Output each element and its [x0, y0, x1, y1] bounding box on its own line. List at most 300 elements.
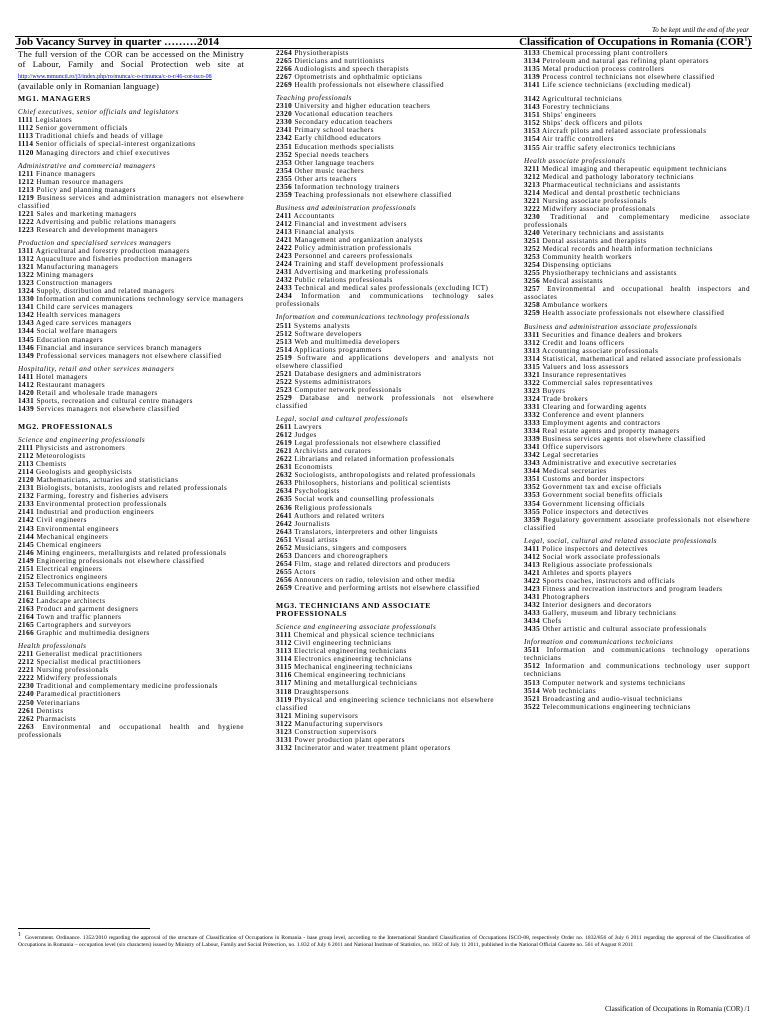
- occupation-item: [524, 443, 750, 451]
- occupation-label: Telecommunications engineers: [36, 580, 139, 589]
- occupation-label: Technical and medical sales professionals (excluding ICT): [294, 284, 489, 293]
- occupation-label: Ships' engineers: [542, 111, 597, 120]
- occupation-label: Financial and insurance services branch managers: [36, 343, 202, 352]
- occupation-code: 1223: [18, 225, 35, 234]
- occupation-code: 1344: [18, 327, 35, 336]
- occupation-label: Broadcasting and audio-visual technicians: [542, 694, 683, 703]
- occupation-code: 1213: [18, 185, 35, 194]
- occupation-label: Religious associate professionals: [542, 560, 653, 569]
- occupation-label: Creative and performing artists not elsewhere classified: [294, 584, 480, 592]
- occupation-code: 2163: [18, 604, 35, 613]
- subgroup-heading: Science and engineering professionals: [18, 436, 146, 444]
- occupation-code: 3315: [524, 362, 541, 371]
- occupation-label: Dental assistants and therapists: [542, 237, 647, 246]
- occupation-item: [276, 322, 494, 330]
- occupation-item: [276, 671, 494, 679]
- cor-link[interactable]: http://www.mmuncii.ro/j3/index.php/ro/munca/c-o-r/munca/c-o-r/46-cor-isco-08: [18, 73, 212, 80]
- column-2-list: [276, 49, 494, 752]
- occupation-item: [18, 389, 244, 397]
- occupation-item: [524, 119, 750, 127]
- occupation-label: Forestry technicians: [542, 103, 610, 112]
- occupation-item: [276, 252, 494, 260]
- occupation-label: Buyers: [542, 386, 566, 395]
- occupation-code: 2656: [276, 575, 293, 584]
- occupation-item: [276, 544, 494, 552]
- occupation-code: 3352: [524, 483, 541, 492]
- occupation-item: [524, 165, 750, 173]
- occupation-label: Legal secretaries: [542, 451, 599, 460]
- occupation-item: [524, 173, 750, 181]
- occupation-label: Judges: [294, 431, 317, 440]
- occupation-item: [18, 699, 244, 707]
- occupation-item: [18, 170, 244, 178]
- occupation-code: 3221: [524, 196, 541, 205]
- occupation-label: Journalists: [294, 519, 331, 528]
- occupation-item: [524, 245, 750, 253]
- occupation-item: [524, 309, 750, 317]
- occupation-label: Finance managers: [36, 169, 96, 178]
- occupation-label: Mining engineers, metallurgists and related professionals: [36, 548, 227, 557]
- occupation-label: Research and development managers: [36, 225, 159, 234]
- occupation-label: Midwifery professionals: [36, 674, 118, 683]
- occupation-item: [276, 463, 494, 471]
- occupation-label: Civil engineering technicians: [294, 639, 392, 648]
- occupation-code: 2262: [18, 714, 35, 723]
- occupation-code: 2636: [276, 503, 293, 512]
- occupation-code: 3334: [524, 427, 541, 436]
- occupation-item: [18, 327, 244, 335]
- occupation-code: 2413: [276, 227, 293, 236]
- classification-title-text: Classification of Occupations in Romania (COR: [519, 36, 745, 48]
- occupation-label: Other music teachers: [294, 166, 365, 175]
- occupation-item: [18, 525, 244, 533]
- occupation-code: 2152: [18, 572, 35, 581]
- occupation-label: Dancers and choreographers: [294, 551, 388, 560]
- occupation-label: Administrative and executive secretaries: [542, 459, 677, 468]
- occupation-item: [524, 229, 750, 237]
- occupation-code: 3131: [276, 735, 293, 744]
- occupation-code: 3253: [524, 253, 541, 262]
- occupation-code: 2341: [276, 126, 293, 135]
- occupation-item: [276, 118, 494, 126]
- occupation-code: 1212: [18, 177, 35, 186]
- occupation-label: Agricultural technicians: [542, 95, 623, 104]
- occupation-item: [18, 319, 244, 327]
- occupation-code: 2635: [276, 495, 293, 504]
- occupation-item: [18, 589, 244, 597]
- occupation-item: [18, 581, 244, 589]
- occupation-code: 3118: [276, 687, 292, 696]
- occupation-label: Life science technicians (excluding medical): [542, 81, 691, 90]
- occupation-item: [276, 736, 494, 744]
- occupation-item: [18, 658, 244, 666]
- occupation-label: Pharmacists: [36, 714, 77, 723]
- occupation-item: [524, 81, 750, 89]
- occupation-item: [524, 285, 750, 301]
- occupation-item: [276, 552, 494, 560]
- occupation-label: Information and communications technology service managers: [36, 295, 244, 304]
- occupation-label: Cartographers and surveyors: [36, 621, 132, 630]
- occupation-item: [18, 508, 244, 516]
- occupation-label: Sports, recreation and cultural centre managers: [36, 396, 193, 405]
- occupation-label: Advertising and marketing professionals: [294, 268, 429, 277]
- occupation-label: Manufacturing supervisors: [294, 719, 383, 728]
- occupation-label: Dentists: [36, 706, 64, 715]
- occupation-item: [18, 186, 244, 194]
- occupation-code: 2619: [276, 439, 293, 448]
- occupation-label: Generalist medical practitioners: [36, 650, 143, 659]
- occupation-label: Environmental and occupational health and hygiene professionals: [18, 722, 244, 739]
- occupation-item: [18, 674, 244, 682]
- occupation-code: 3522: [524, 702, 541, 711]
- occupation-label: Medical assistants: [542, 277, 604, 286]
- occupation-code: 3521: [524, 694, 541, 703]
- occupation-item: [524, 609, 750, 617]
- occupation-label: Aircraft pilots and related associate professionals: [542, 127, 707, 136]
- occupation-label: Human resource managers: [36, 177, 124, 186]
- occupation-label: Real estate agents and property managers: [542, 427, 680, 436]
- occupation-item: [524, 371, 750, 379]
- occupation-item: [276, 102, 494, 110]
- occupation-item: [18, 218, 244, 226]
- occupation-code: 3119: [276, 695, 292, 704]
- occupation-item: [18, 682, 244, 690]
- occupation-label: Teaching professionals not elsewhere classified: [294, 190, 452, 199]
- occupation-code: 2162: [18, 596, 35, 605]
- occupation-label: Dispensing opticians: [542, 261, 612, 270]
- occupation-item: [276, 471, 494, 479]
- occupation-label: Physiotherapists: [294, 49, 349, 57]
- occupation-item: [18, 279, 244, 287]
- occupation-code: 1420: [18, 388, 35, 397]
- occupation-code: 1439: [18, 404, 35, 413]
- occupation-label: Dieticians and nutritionists: [294, 57, 385, 66]
- occupation-label: Petroleum and natural gas refining plant operators: [542, 57, 710, 66]
- occupation-item: [524, 189, 750, 197]
- occupation-label: Electronics engineering technicians: [294, 655, 412, 664]
- subgroup-heading: Business and administration professionals: [276, 203, 417, 212]
- keep-note: To be kept until the end of the year: [652, 26, 749, 34]
- occupation-item: [524, 144, 750, 152]
- occupation-label: Town and traffic planners: [36, 613, 122, 622]
- occupation-code: 3351: [524, 475, 541, 484]
- occupation-item: [276, 394, 494, 410]
- occupation-code: 2146: [18, 548, 35, 557]
- occupation-label: Senior officials of special-interest organizations: [35, 140, 196, 149]
- occupation-code: 3514: [524, 686, 541, 695]
- occupation-label: Construction managers: [36, 279, 113, 288]
- occupation-code: 2523: [276, 385, 293, 394]
- occupation-code: 3142: [524, 95, 541, 104]
- occupation-code: 2114: [18, 468, 34, 477]
- occupation-code: 3111: [276, 631, 292, 640]
- major-group-heading: MG1. MANAGERS: [18, 94, 91, 104]
- occupation-label: Chefs: [542, 617, 562, 626]
- occupation-item: [276, 126, 494, 134]
- occupation-code: 2359: [276, 190, 293, 199]
- occupation-item: [524, 355, 750, 363]
- column-1-list: [18, 95, 244, 739]
- occupation-label: Retail and wholesale trade managers: [36, 388, 158, 397]
- occupation-label: Biologists, botanists, zoologists and related professionals: [36, 484, 228, 493]
- occupation-item: [524, 695, 750, 703]
- subgroup-heading: Health associate professionals: [524, 156, 626, 165]
- occupation-code: 2330: [276, 118, 293, 127]
- occupation-code: 1342: [18, 311, 35, 320]
- occupation-label: Veterinarians: [36, 698, 81, 707]
- occupation-code: 2411: [276, 211, 292, 220]
- occupation-code: 3413: [524, 560, 541, 569]
- occupation-item: [276, 220, 494, 228]
- occupation-code: 2142: [18, 516, 35, 525]
- occupation-label: Ships' deck officers and pilots: [542, 119, 643, 128]
- occupation-code: 3139: [524, 73, 541, 82]
- occupation-code: 2432: [276, 276, 293, 285]
- occupation-item: [18, 549, 244, 557]
- occupation-code: 3121: [276, 711, 293, 720]
- occupation-label: Engineering professionals not elsewhere classified: [36, 556, 205, 565]
- occupation-code: 2112: [18, 452, 34, 461]
- occupation-item: [524, 617, 750, 625]
- occupation-code: 2113: [18, 460, 34, 469]
- occupation-item: [18, 452, 244, 460]
- occupation-code: 3258: [524, 301, 541, 310]
- occupation-label: Athletes and sports players: [542, 568, 632, 577]
- occupation-item: [276, 134, 494, 142]
- occupation-label: Financial analysts: [294, 227, 355, 236]
- occupation-code: 2611: [276, 423, 292, 432]
- occupation-code: 2659: [276, 584, 293, 592]
- occupation-item: [276, 159, 494, 167]
- occupation-code: 2111: [18, 444, 34, 453]
- occupation-item: [18, 336, 244, 344]
- occupation-item: [524, 73, 750, 81]
- occupation-label: Environmental and occupational health inspectors and associates: [524, 285, 751, 302]
- occupation-label: Meteorologists: [36, 452, 86, 461]
- occupation-label: Government tax and excise officials: [542, 483, 662, 492]
- occupation-label: Government licensing officials: [542, 499, 645, 508]
- occupation-code: 2211: [18, 650, 34, 659]
- occupation-code: 2269: [276, 81, 293, 90]
- occupation-code: 3324: [524, 394, 541, 403]
- occupation-item: [524, 419, 750, 427]
- occupation-item: [18, 132, 244, 140]
- occupation-code: 2266: [276, 65, 293, 74]
- subgroup-heading: Chief executives, senior officials and legislators: [18, 108, 179, 117]
- occupation-item: [18, 565, 244, 573]
- occupation-label: Midwifery associate professionals: [542, 204, 656, 213]
- occupation-code: 2351: [276, 142, 293, 151]
- occupation-item: [524, 703, 750, 711]
- occupation-label: Supply, distribution and related managers: [36, 287, 175, 296]
- occupation-label: Fitness and recreation instructors and program leaders: [542, 585, 723, 593]
- occupation-code: 2320: [276, 110, 293, 119]
- occupation-label: Nursing associate professionals: [542, 196, 648, 205]
- occupation-item: [524, 331, 750, 339]
- occupation-label: Senior government officials: [35, 124, 128, 133]
- occupation-code: 2143: [18, 524, 35, 533]
- occupation-code: 2131: [18, 484, 35, 493]
- occupation-item: [18, 140, 244, 148]
- occupation-item: [524, 103, 750, 111]
- occupation-code: 2352: [276, 150, 293, 159]
- occupation-code: 1341: [18, 303, 35, 312]
- occupation-code: 3422: [524, 576, 541, 585]
- occupation-item: [276, 744, 494, 752]
- occupation-item: [276, 354, 494, 370]
- occupation-code: 1346: [18, 343, 35, 352]
- occupation-item: [276, 528, 494, 536]
- occupation-label: Insurance representatives: [542, 370, 627, 379]
- occupation-code: 3323: [524, 386, 541, 395]
- occupation-item: [18, 468, 244, 476]
- occupation-item: [524, 662, 750, 678]
- occupation-code: 1112: [18, 124, 34, 133]
- occupation-label: Managing directors and chief executives: [36, 148, 171, 157]
- occupation-item: [18, 271, 244, 279]
- occupation-item: [524, 127, 750, 135]
- occupation-item: [276, 504, 494, 512]
- occupation-code: 3314: [524, 354, 541, 363]
- occupation-code: 2165: [18, 621, 35, 630]
- occupation-label: Employment agents and contractors: [542, 419, 661, 428]
- occupation-code: 2212: [18, 658, 35, 667]
- occupation-label: Electrical engineers: [36, 564, 103, 573]
- occupation-code: 3143: [524, 103, 541, 112]
- occupation-code: 3331: [524, 402, 541, 411]
- occupation-label: Software developers: [294, 329, 362, 338]
- occupation-label: Health services managers: [36, 311, 121, 320]
- occupation-label: Community health workers: [542, 253, 632, 262]
- occupation-code: 3252: [524, 245, 541, 254]
- occupation-item: [276, 631, 494, 639]
- occupation-label: Systems analysts: [294, 321, 351, 330]
- occupation-item: [276, 292, 494, 308]
- occupation-item: [276, 175, 494, 183]
- occupation-label: Medical records and health information technicians: [542, 245, 713, 254]
- occupation-label: Paramedical practitioners: [36, 690, 121, 699]
- occupation-code: 3411: [524, 544, 540, 553]
- occupation-item: [18, 541, 244, 549]
- occupation-label: Information and communications technology sales professionals: [276, 292, 494, 309]
- occupation-code: 2422: [276, 244, 293, 253]
- occupation-item: [276, 151, 494, 159]
- occupation-code: 3141: [524, 81, 541, 90]
- occupation-label: Air traffic controllers: [542, 135, 614, 144]
- occupation-label: Training and staff development professionals: [294, 260, 444, 269]
- occupation-item: [276, 236, 494, 244]
- occupation-item: [276, 338, 494, 346]
- occupation-label: Chemical engineering technicians: [294, 671, 406, 680]
- footnote: [18, 932, 750, 950]
- occupation-label: Chemical and physical science technicians: [293, 631, 435, 640]
- occupation-label: Aged care services managers: [36, 319, 132, 328]
- occupation-code: 3435: [524, 625, 541, 634]
- occupation-code: 2653: [276, 551, 293, 560]
- occupation-code: 2433: [276, 284, 293, 293]
- occupation-code: 2511: [276, 321, 292, 330]
- occupation-code: 3132: [276, 743, 293, 752]
- occupation-code: 1431: [18, 396, 35, 405]
- occupation-code: 3257: [524, 285, 541, 294]
- occupation-label: Economists: [294, 463, 333, 472]
- occupation-item: [276, 447, 494, 455]
- occupation-code: 2132: [18, 492, 35, 501]
- occupation-item: [276, 143, 494, 151]
- occupation-label: Customs and border inspectors: [542, 475, 645, 484]
- occupation-label: Police inspectors and detectives: [542, 544, 649, 553]
- occupation-label: Early childhood educators: [294, 134, 382, 143]
- occupation-item: [18, 116, 244, 124]
- occupation-code: 3355: [524, 507, 541, 516]
- occupation-label: Medical and pathology laboratory technicians: [542, 172, 694, 181]
- occupation-item: [276, 679, 494, 687]
- occupation-label: Sociologists, anthropologists and related professionals: [294, 471, 476, 480]
- occupation-item: [524, 687, 750, 695]
- occupation-code: 2633: [276, 479, 293, 488]
- occupation-item: [276, 479, 494, 487]
- occupation-item: [524, 601, 750, 609]
- occupation-label: Clearing and forwarding agents: [542, 402, 647, 411]
- occupation-label: Draughtspersons: [294, 687, 350, 696]
- occupation-label: Physiotherapy technicians and assistants: [542, 269, 677, 278]
- occupation-item: [524, 347, 750, 355]
- occupation-item: [524, 411, 750, 419]
- occupation-code: 1321: [18, 263, 35, 272]
- occupation-label: Education managers: [36, 335, 104, 344]
- occupation-label: Ambulance workers: [542, 301, 608, 310]
- occupation-label: Archivists and curators: [294, 447, 372, 456]
- occupation-item: [18, 303, 244, 311]
- occupation-code: 3431: [524, 593, 541, 602]
- occupation-item: [276, 268, 494, 276]
- occupation-code: 2265: [276, 57, 293, 66]
- occupation-label: Hotel managers: [36, 372, 88, 381]
- occupation-item: [276, 520, 494, 528]
- occupation-item: [276, 712, 494, 720]
- occupation-item: [18, 476, 244, 484]
- occupation-item: [524, 403, 750, 411]
- occupation-label: Translators, interpreters and other linguists: [294, 527, 438, 536]
- occupation-label: Systems administrators: [294, 377, 372, 386]
- occupation-code: 2261: [18, 706, 35, 715]
- occupation-item: [276, 655, 494, 663]
- occupation-item: [524, 500, 750, 508]
- occupation-label: Credit and loans officers: [542, 338, 625, 347]
- occupation-item: [276, 455, 494, 463]
- subgroup-heading: Information and communications technicians: [524, 638, 674, 647]
- occupation-code: 1323: [18, 279, 35, 288]
- intro-text: The full version of the COR can be accessed on the Ministry of Labour, Family and Social Protection web site at: [18, 49, 244, 70]
- occupation-code: 3123: [276, 727, 293, 736]
- occupation-label: Regulatory government associate professionals not elsewhere classified: [524, 515, 751, 532]
- occupation-label: Computer network professionals: [294, 385, 402, 394]
- occupation-label: Manufacturing managers: [36, 263, 119, 272]
- occupation-item: [524, 625, 750, 633]
- occupation-label: Incinerator and water treatment plant operators: [294, 743, 451, 752]
- occupation-label: Building architects: [36, 588, 100, 597]
- occupation-code: 2513: [276, 337, 293, 346]
- occupation-item: [276, 73, 494, 81]
- occupation-label: Chemists: [36, 460, 67, 469]
- column-2: [276, 49, 494, 752]
- occupation-item: [524, 65, 750, 73]
- survey-title: Job Vacancy Survey in quarter ………2014: [16, 36, 220, 48]
- occupation-label: Librarians and related information professionals: [294, 455, 455, 464]
- occupation-item: [18, 124, 244, 132]
- occupation-code: 2652: [276, 543, 293, 552]
- occupation-item: [18, 621, 244, 629]
